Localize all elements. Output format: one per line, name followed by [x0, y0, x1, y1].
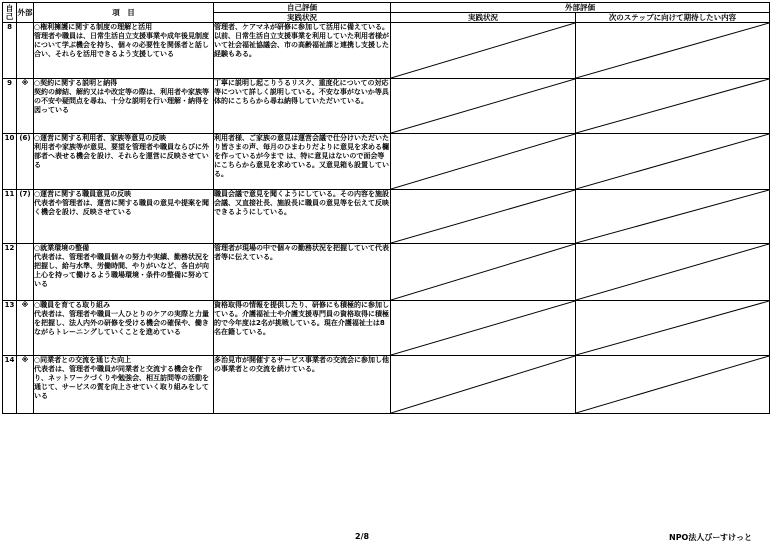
external-practice-cell	[391, 23, 576, 79]
item-cell	[34, 134, 214, 190]
diagonal-strike	[391, 23, 575, 78]
self-practice-cell: 丁寧に説明し起こりうるリスク、重度化についての対応等について詳しく説明している。不安な事がないか等具体的にこちらから尋ね納得していただいている。	[214, 79, 391, 134]
next-step-cell	[576, 356, 770, 414]
diagonal-strike	[391, 134, 575, 189]
self-number: 13	[3, 301, 17, 356]
table-row	[3, 79, 770, 134]
external-practice-cell	[391, 79, 576, 134]
self-practice-cell: 管理者が現場の中で個々の勤務状況を把握していて代表者等に伝えている。	[214, 244, 391, 301]
external-practice-cell	[391, 301, 576, 356]
self-practice-cell: 職員会議で意見を聞くようにしている。その内容を施設会議、又直接社長、施設長に職員の意見等を伝えて反映できるようにしている。	[214, 190, 391, 244]
diagonal-strike	[391, 79, 575, 133]
diagonal-strike	[576, 23, 769, 78]
item-title: ○権利擁護に関する制度の理解と活用	[34, 23, 153, 31]
self-practice-cell: 多治見市が開催するサービス事業者の交流会に参加し他の事業者との交流を続けている。	[214, 356, 391, 414]
item-description: 代表者は、管理者や職員が同業者と交流する機会を作り、ネットワークづくりや勉強会、相互訪問等の活動を通じて、サービスの質を向上させていく取り組みをしている	[34, 365, 209, 400]
table-row	[3, 190, 770, 244]
item-title: ○同業者との交流を通じた向上	[34, 356, 132, 364]
external-practice-cell	[391, 134, 576, 190]
diagonal-strike	[391, 190, 575, 243]
item-cell	[34, 301, 214, 356]
diagonal-strike	[576, 190, 769, 243]
diagonal-strike	[391, 356, 575, 413]
item-cell	[34, 79, 214, 134]
page-number: 2/8	[355, 532, 370, 541]
self-number: 11	[3, 190, 17, 244]
item-title: ○契約に関する説明と納得	[34, 79, 118, 87]
external-number: ※	[17, 356, 34, 414]
item-description: 代表者は、管理者や職員一人ひとりのケアの実際と力量を把握し、法人内外の研修を受ける機会の確保や、働きながらトレーニングしていくことを進めている	[34, 310, 209, 336]
item-title: ○就業環境の整備	[34, 244, 90, 252]
external-practice-cell	[391, 356, 576, 414]
item-title: ○運営に関する職員意見の反映	[34, 190, 132, 198]
external-evaluation-header: 外部評価	[391, 3, 770, 13]
self-number-header: 自己	[3, 3, 17, 23]
diagonal-strike	[576, 244, 769, 300]
table-row	[3, 134, 770, 190]
item-cell	[34, 190, 214, 244]
self-practice-cell: 利用者様、ご家族の意見は運営会議で仕分けいただいたり皆さまの声、毎月のひまわりだよりに意見を求める欄を作っているが今まで は、特に意見はないので面会等にこちらから意見を求めている。又意見箱も設置している。	[214, 134, 391, 190]
next-step-cell	[576, 79, 770, 134]
self-evaluation-header: 自己評価	[214, 3, 391, 13]
self-number: 8	[3, 23, 17, 79]
table-row	[3, 356, 770, 414]
diagonal-strike	[576, 356, 769, 413]
item-title: ○職員を育てる取り組み	[34, 301, 111, 309]
table-row	[3, 244, 770, 301]
diagonal-strike	[576, 301, 769, 355]
table-row	[3, 301, 770, 356]
external-number: (7)	[17, 190, 34, 244]
self-practice-header: 実践状況	[214, 13, 391, 23]
external-number: (6)	[17, 134, 34, 190]
organization-name: NPO法人びーすけっと	[669, 533, 752, 542]
item-description: 代表者や管理者は、運営に関する職員の意見や提案を聞く機会を設け、反映させている	[34, 199, 209, 216]
diagonal-strike	[576, 134, 769, 189]
external-number: ※	[17, 79, 34, 134]
diagonal-strike	[391, 244, 575, 300]
external-practice-cell	[391, 190, 576, 244]
self-practice-cell: 管理者、ケアマネが研修に参加して活用に備えている。以前、日常生活自立支援事業を利用していた利用者様がいて社会福祉協議会、市の高齢福祉課と連携し支援した経験もある。	[214, 23, 391, 79]
diagonal-strike	[391, 301, 575, 355]
item-description: 利用者や家族等が意見、要望を管理者や職員ならびに外部者へ表せる機会を設け、それらを運営に反映させている	[34, 143, 209, 169]
next-step-cell	[576, 244, 770, 301]
item-title: ○運営に関する利用者、家族等意見の反映	[34, 134, 167, 142]
self-number: 14	[3, 356, 17, 414]
external-number-header: 外部	[17, 3, 34, 23]
evaluation-table	[2, 2, 770, 414]
self-number: 10	[3, 134, 17, 190]
external-number: ※	[17, 301, 34, 356]
next-step-cell	[576, 301, 770, 356]
external-number	[17, 244, 34, 301]
item-cell	[34, 23, 214, 79]
table-row	[3, 23, 770, 79]
external-practice-header: 実践状況	[391, 13, 576, 23]
next-step-header: 次のステップに向けて期待したい内容	[576, 13, 770, 23]
self-number: 12	[3, 244, 17, 301]
next-step-cell	[576, 23, 770, 79]
item-description: 代表者は、管理者や職員個々の努力や実績、勤務状況を把握し、給与水準、労働時間、やりがいなど、各自が向上心を持って働けるよう職場環境・条件の整備に努めている	[34, 253, 209, 288]
self-practice-cell: 資格取得の情報を提供したり、研修にも積極的に参加している。介護福祉士や介護支援専門員の資格取得に積極的で今年度は2名が挑戦している。現在介護福祉士は8名在籍している。	[214, 301, 391, 356]
item-cell	[34, 356, 214, 414]
next-step-cell	[576, 134, 770, 190]
item-description: 管理者や職員は、日常生活自立支援事業や成年後見制度について学ぶ機会を持ち、個々の必要性を関係者と話し合い、それらを活用できるよう支援している	[34, 32, 209, 58]
diagonal-strike	[576, 79, 769, 133]
next-step-cell	[576, 190, 770, 244]
item-header: 項 目	[34, 3, 214, 23]
item-cell	[34, 244, 214, 301]
self-number: 9	[3, 79, 17, 134]
external-practice-cell	[391, 244, 576, 301]
item-description: 契約の締結、解約又はや改定等の際は、利用者や家族等の不安や疑問点を尋ね、十分な説明を行い理解・納得を図っている	[34, 88, 209, 114]
external-number	[17, 23, 34, 79]
